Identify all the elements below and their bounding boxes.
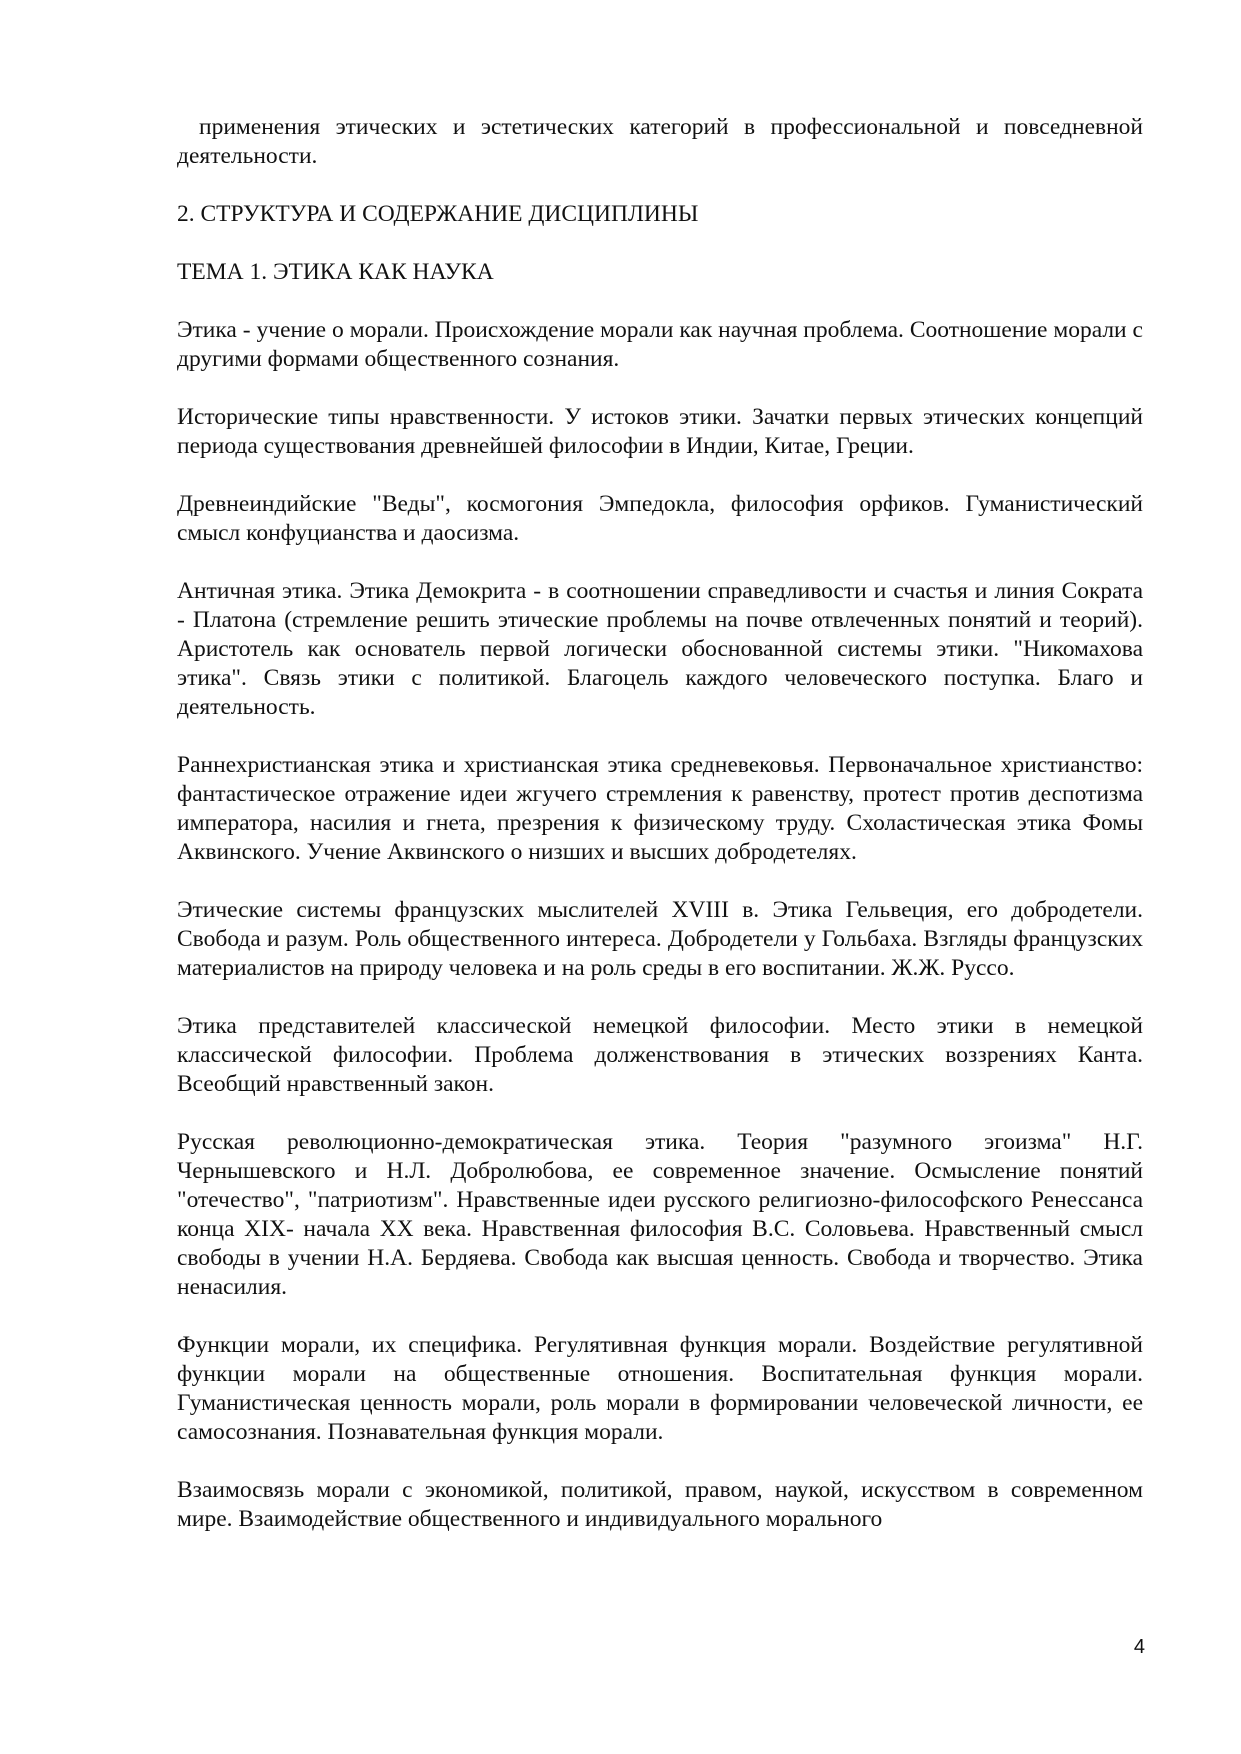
topic-heading: ТЕМА 1. ЭТИКА КАК НАУКА: [177, 259, 494, 285]
paragraph-christian-ethics: Раннехристианская этика и христианская этика средневековья. Первоначальное христианство: фантастическое отражение идеи жгучего стремления к равенству, протест против деспотизма императора, насилия и гнета, презрения к физическому труду. Схоластическая этика Фомы Аквинского. Учение Аквинского о низших и высших добродетелях.: [177, 752, 1143, 865]
section-heading: 2. СТРУКТУРА И СОДЕРЖАНИЕ ДИСЦИПЛИНЫ: [177, 201, 699, 227]
paragraph-german-philosophy: Этика представителей классической немецкой философии. Место этики в немецкой классической философии. Проблема долженствования в этических воззрениях Канта. Всеобщий нравственный закон.: [177, 1013, 1143, 1097]
paragraph-russian-ethics: Русская революционно-демократическая этика. Теория "разумного эгоизма" Н.Г. Чернышевского и Н.Л. Добролюбова, ее современное значение. Осмысление понятий "отечество", "патриотизм". Нравственные идеи русского религиозно-философского Ренессанса конца XIX- начала XX века. Нравственная философия В.С. Соловьева. Нравственный смысл свободы в учении Н.А. Бердяева. Свобода как высшая ценность. Свобода и творчество. Этика ненасилия.: [177, 1129, 1143, 1300]
paragraph-moral-interrelation: Взаимосвязь морали с экономикой, политикой, правом, наукой, искусством в современном мире. Взаимодействие общественного и индивидуального морального: [177, 1477, 1143, 1532]
paragraph-ethics-definition: Этика - учение о морали. Происхождение морали как научная проблема. Соотношение морали с другими формами общественного сознания.: [177, 317, 1143, 372]
paragraph-antique-ethics: Античная этика. Этика Демокрита - в соотношении справедливости и счастья и линия Сократа - Платона (стремление решить этические проблемы на почве отвлеченных понятий и теорий). Аристотель как основатель первой логически обоснованной системы этики. "Никомахова этика". Связь этики с политикой. Благоцель каждого человеческого поступка. Благо и деятельность.: [177, 578, 1143, 720]
paragraph-moral-functions: Функции морали, их специфика. Регулятивная функция морали. Воздействие регулятивной функции морали на общественные отношения. Воспитательная функция морали. Гуманистическая ценность морали, роль морали в формировании человеческой личности, ее самосознания. Познавательная функция морали.: [177, 1332, 1143, 1445]
intro-paragraph: применения этических и эстетических категорий в профессиональной и повседневной деятельности.: [177, 114, 1143, 169]
page-number: 4: [1133, 1636, 1145, 1658]
document-page: [177, 113, 1143, 1563]
paragraph-historical-types: Исторические типы нравственности. У истоков этики. Зачатки первых этических концепций периода существования древнейшей философии в Индии, Китае, Греции.: [177, 404, 1143, 459]
paragraph-ancient-india: Древнеиндийские "Веды", космогония Эмпедокла, философия орфиков. Гуманистический смысл конфуцианства и даосизма.: [177, 491, 1143, 546]
paragraph-french-thinkers: Этические системы французских мыслителей XVIII в. Этика Гельвеция, его добродетели. Свобода и разум. Роль общественного интереса. Добродетели у Гольбаха. Взгляды французских материалистов на природу человека и на роль среды в его воспитании. Ж.Ж. Руссо.: [177, 897, 1143, 981]
